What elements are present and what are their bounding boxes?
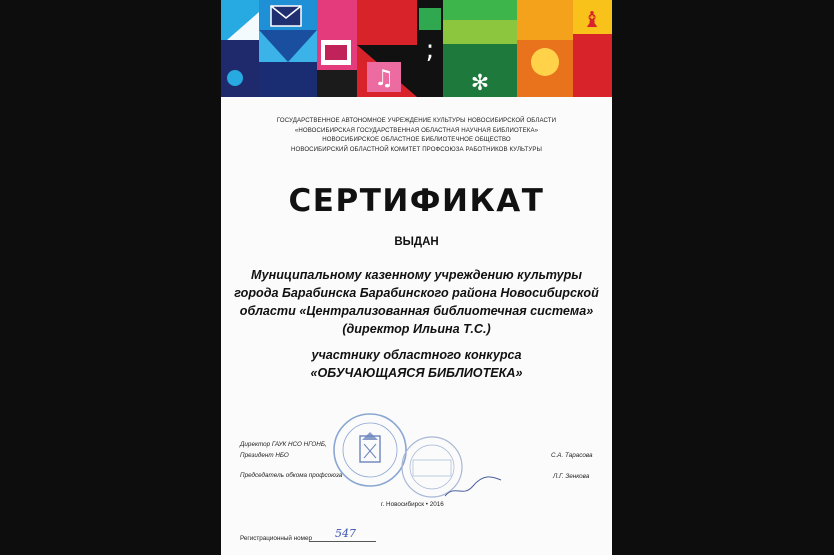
org-line: «НОВОСИБИРСКАЯ ГОСУДАРСТВЕННАЯ ОБЛАСТНАЯ НАУЧНАЯ БИБЛИОТЕКА» [294, 126, 539, 134]
registration-line [309, 541, 376, 542]
certificate-title: СЕРТИФИКАТ [288, 183, 545, 219]
contest-name: «ОБУЧАЮЩАЯСЯ БИБЛИОТЕКА» [310, 366, 523, 380]
president-title: Президент НБО [240, 452, 289, 459]
svg-text:;: ; [425, 35, 435, 65]
issued-label: ВЫДАН [394, 236, 439, 248]
registration-number: 547 [335, 527, 356, 540]
director-title: Директор ГАУК НСО НГОНБ, [240, 441, 327, 448]
city-year: г. Новосибирск • 2016 [381, 501, 444, 508]
recipient-line: Муниципальному казенному учреждению культуры [250, 268, 583, 282]
recipient-text [229, 266, 604, 382]
union-chair-name: Л.Г. Зенкова [553, 473, 590, 480]
svg-text:♫: ♫ [374, 66, 394, 91]
svg-text:✻: ✻ [470, 71, 490, 96]
recipient-line: (директор Ильина Т.С.) [342, 322, 491, 336]
org-line: ГОСУДАРСТВЕННОЕ АВТОНОМНОЕ УЧРЕЖДЕНИЕ КУЛЬТУРЫ НОВОСИБИРСКОЙ ОБЛАСТИ [276, 117, 557, 124]
registration-label: Регистрационный номер [240, 535, 312, 542]
recipient-line: области «Централизованная библиотечная система» [239, 304, 594, 318]
certificate-page [221, 0, 612, 555]
org-line: НОВОСИБИРСКИЙ ОБЛАСТНОЙ КОМИТЕТ ПРОФСОЮЗА РАБОТНИКОВ КУЛЬТУРЫ [291, 145, 542, 153]
svg-text:♝: ♝ [582, 8, 602, 33]
decorative-banner [221, 0, 612, 97]
issuing-organizations [221, 116, 612, 154]
union-chair-title: Председатель обкома профсоюза [240, 472, 343, 479]
recipient-line: города Барабинска Барабинского района Новосибирской [234, 286, 599, 300]
contest-line: участнику областного конкурса [311, 348, 522, 362]
signature-scribble [443, 470, 503, 502]
director-name: С.А. Тарасова [551, 452, 593, 459]
org-line: НОВОСИБИРСКОЕ ОБЛАСТНОЕ БИБЛИОТЕЧНОЕ ОБЩЕСТВО [322, 136, 511, 144]
